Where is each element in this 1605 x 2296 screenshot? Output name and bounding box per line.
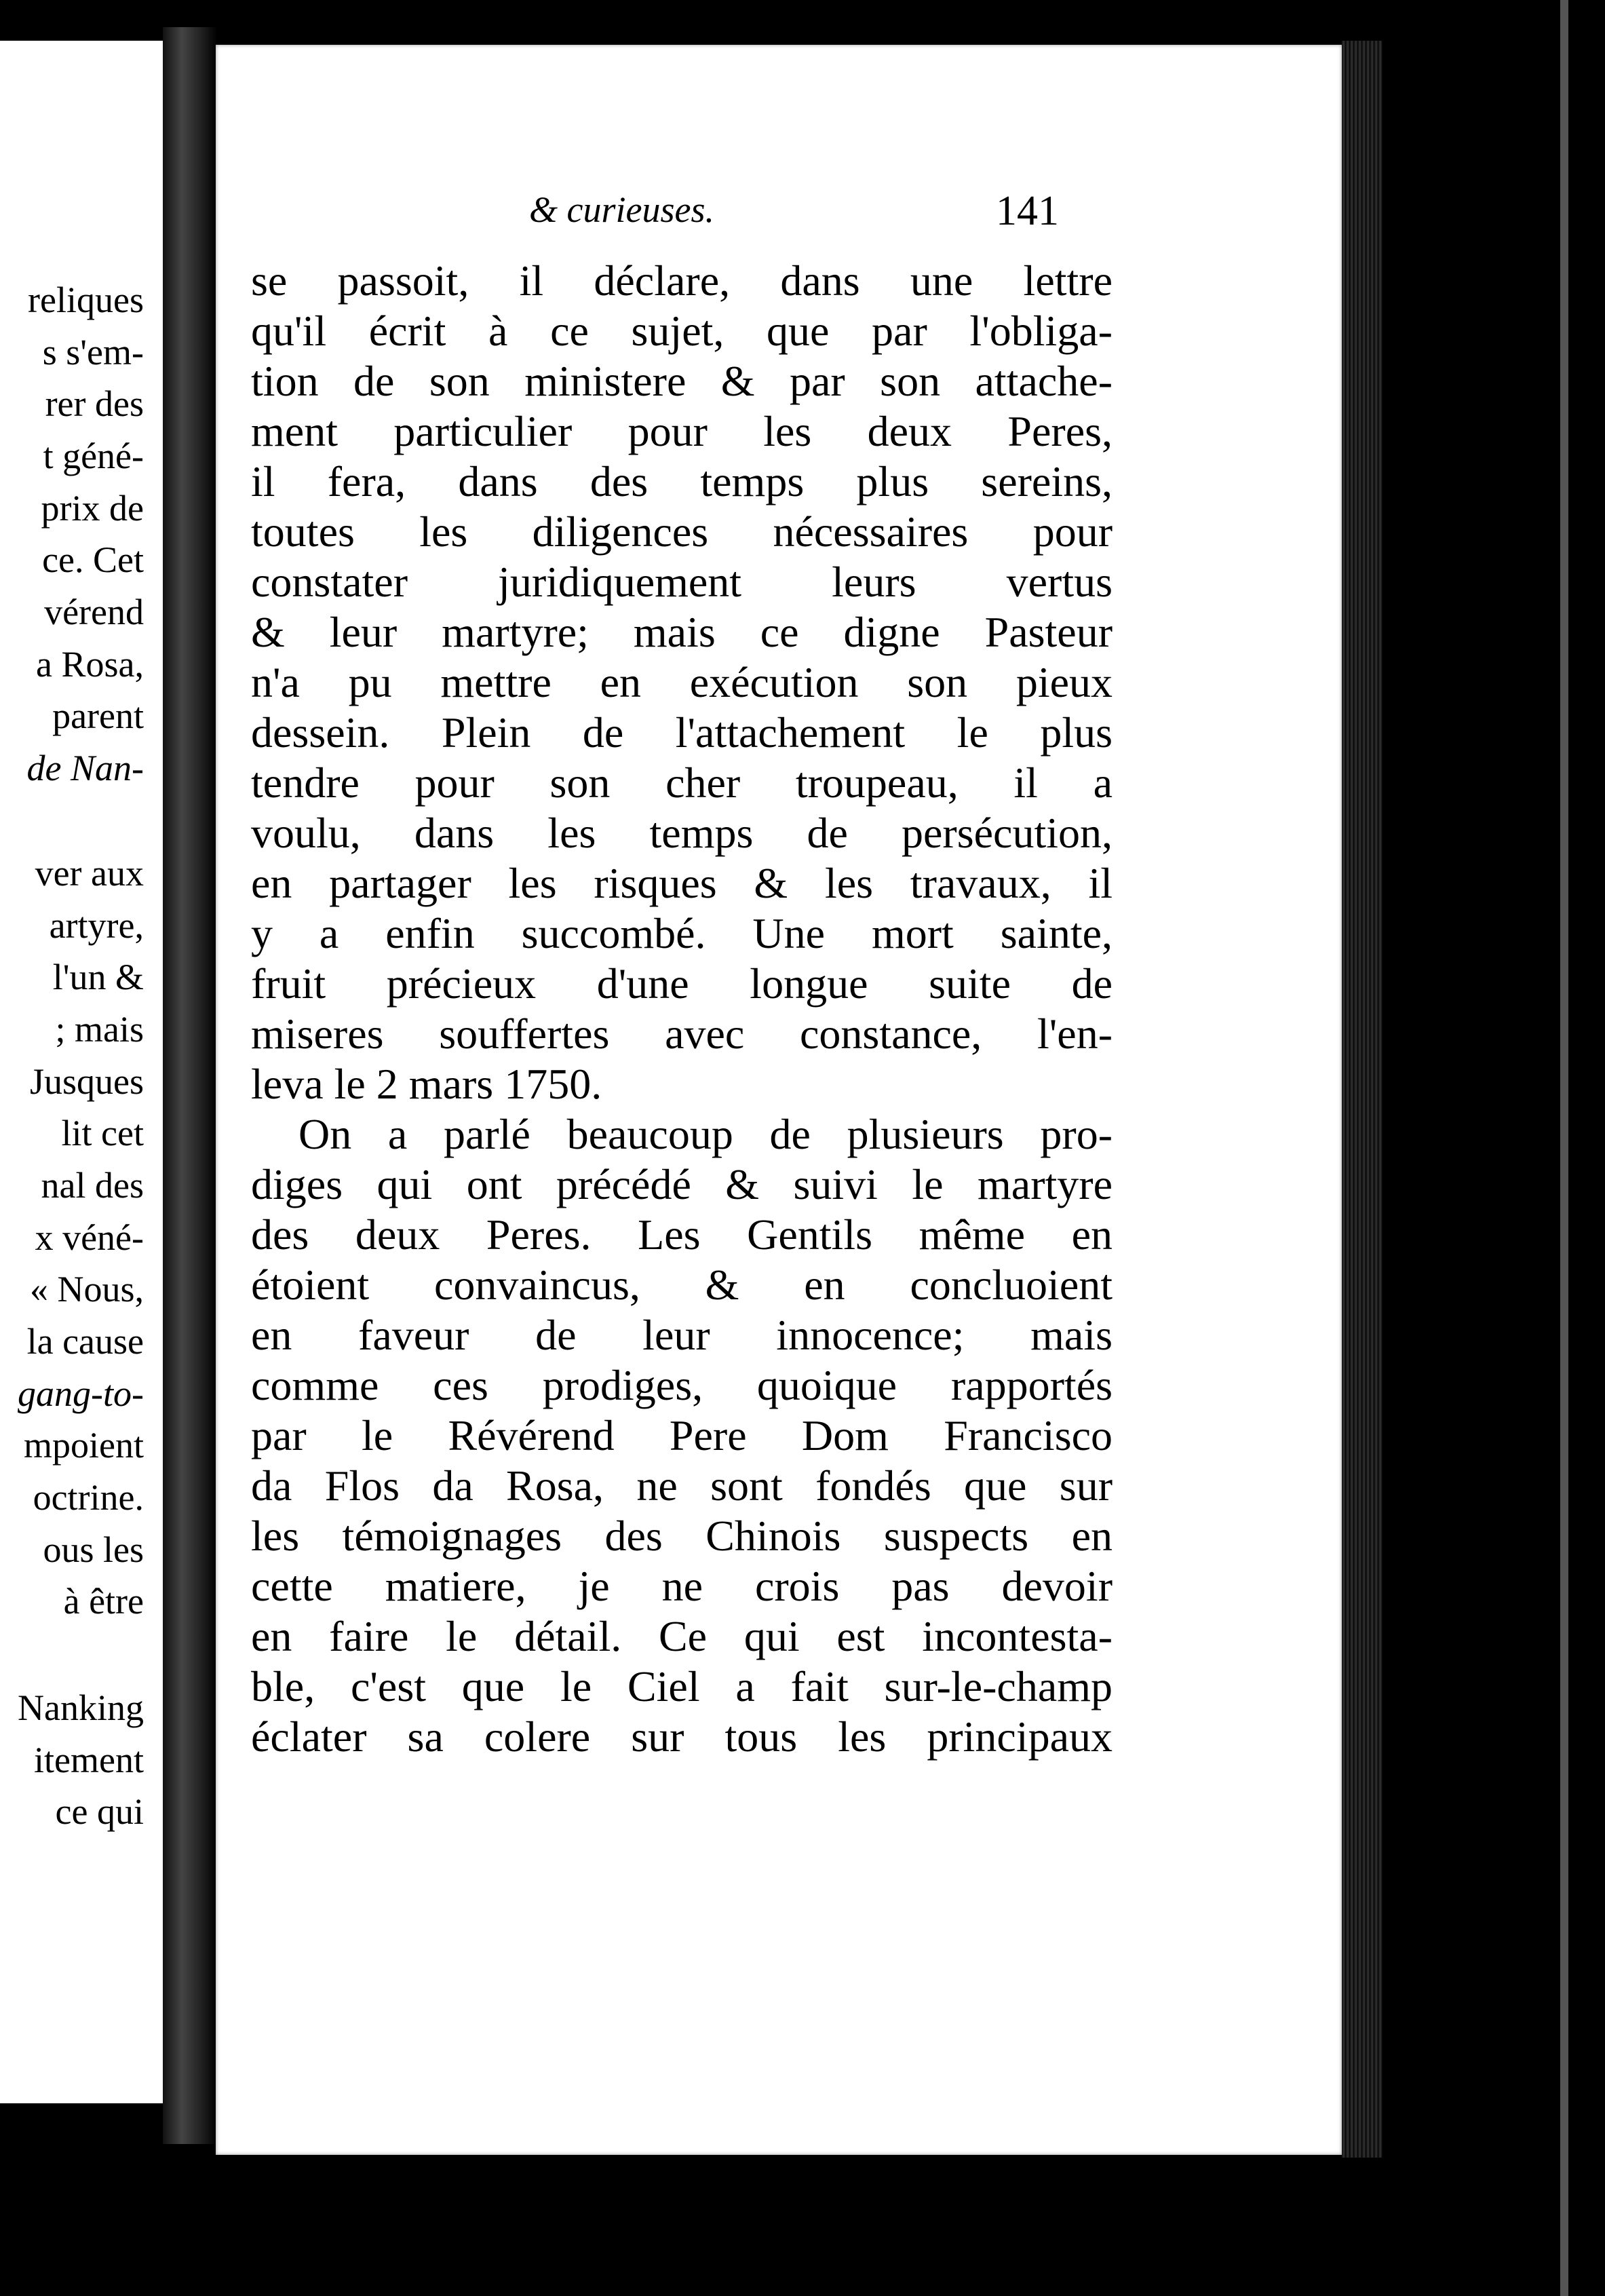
text-line: comme ces prodiges, quoique rapportés [251,1361,1113,1409]
left-page-fragment [0,41,163,2103]
text-line: ment particulier pour les deux Peres, [251,407,1113,455]
left-line: ous les [43,1529,144,1570]
text-line: éclater sa colere sur tous les principaux [251,1713,1113,1761]
text-line: toutes les diligences nécessaires pour [251,508,1113,556]
page-number: 141 [996,188,1059,234]
text-line: cette matiere, je ne crois pas devoir [251,1562,1113,1610]
text-line: il fera, dans des temps plus sereins, [251,457,1113,505]
text-line: dessein. Plein de l'attachement le plus [251,708,1113,757]
text-line: y a enfin succombé. Une mort sainte, [251,909,1113,957]
left-line: de Nan- [26,748,144,788]
left-line: Nanking [18,1687,144,1728]
left-line: nal des [41,1165,144,1206]
text-line: tendre pour son cher troupeau, il a [251,759,1113,807]
left-line: mpoient [24,1425,144,1466]
left-line: Jusques [29,1061,144,1102]
book-gutter [163,27,217,2144]
left-line: rer des [45,383,144,424]
text-line: voulu, dans les temps de persécution, [251,809,1113,857]
left-line: x véné- [35,1217,144,1258]
text-line: des deux Peres. Les Gentils même en [251,1210,1113,1259]
left-line: octrine. [33,1477,144,1518]
text-line: ble, c'est que le Ciel a fait sur-le-champ [251,1662,1113,1710]
text-line: en faveur de leur innocence; mais [251,1311,1113,1359]
text-line: tion de son ministere & par son attache- [251,357,1113,405]
left-line: parent [52,695,144,736]
text-line: diges qui ont précédé & suivi le martyre [251,1160,1113,1208]
left-line: gang-to- [18,1373,144,1414]
book-page [216,45,1342,2155]
text-line: qu'il écrit à ce sujet, que par l'obliga- [251,307,1113,355]
text-line: On a parlé beaucoup de plusieurs pro- [298,1110,1113,1158]
left-line: s s'em- [42,332,144,372]
text-line: étoient convaincus, & en concluoient [251,1261,1113,1309]
text-line: n'a pu mettre en exécution son pieux [251,658,1113,706]
text-line: par le Révérend Pere Dom Francisco [251,1411,1113,1459]
left-line: ; mais [55,1009,144,1050]
left-line: reliques [28,280,144,320]
text-line: les témoignages des Chinois suspects en [251,1512,1113,1560]
text-line: da Flos da Rosa, ne sont fondés que sur [251,1461,1113,1510]
text-line: & leur martyre; mais ce digne Pasteur [251,608,1113,656]
left-line: itement [34,1740,144,1780]
left-line: « Nous, [29,1269,144,1309]
left-line: vérend [44,592,144,632]
text-line: se passoit, il déclare, dans une lettre [251,256,1113,305]
left-line: la cause [26,1321,144,1362]
text-line: miseres souffertes avec constance, l'en- [251,1010,1113,1058]
left-line: à être [63,1581,144,1622]
left-line: a Rosa, [36,644,144,685]
text-line: fruit précieux d'une longue suite de [251,959,1113,1008]
page-stack-edge [1342,41,1382,2158]
book-edge-strip [1560,0,1568,2296]
left-line: ver aux [35,853,144,894]
text-line: en partager les risques & les travaux, il [251,859,1113,907]
left-line: artyre, [49,905,144,946]
left-line: ce qui [55,1791,144,1832]
text-line: en faire le détail. Ce qui est incontesta- [251,1612,1113,1660]
running-head: & curieuses. [529,189,714,230]
left-line: ce. Cet [42,539,144,580]
left-line: t géné- [43,436,144,476]
text-line: leva le 2 mars 1750. [251,1060,602,1108]
left-line: prix de [41,488,144,529]
left-line: l'un & [52,957,144,997]
text-line: constater juridiquement leurs vertus [251,558,1113,606]
left-line: lit cet [61,1113,144,1153]
